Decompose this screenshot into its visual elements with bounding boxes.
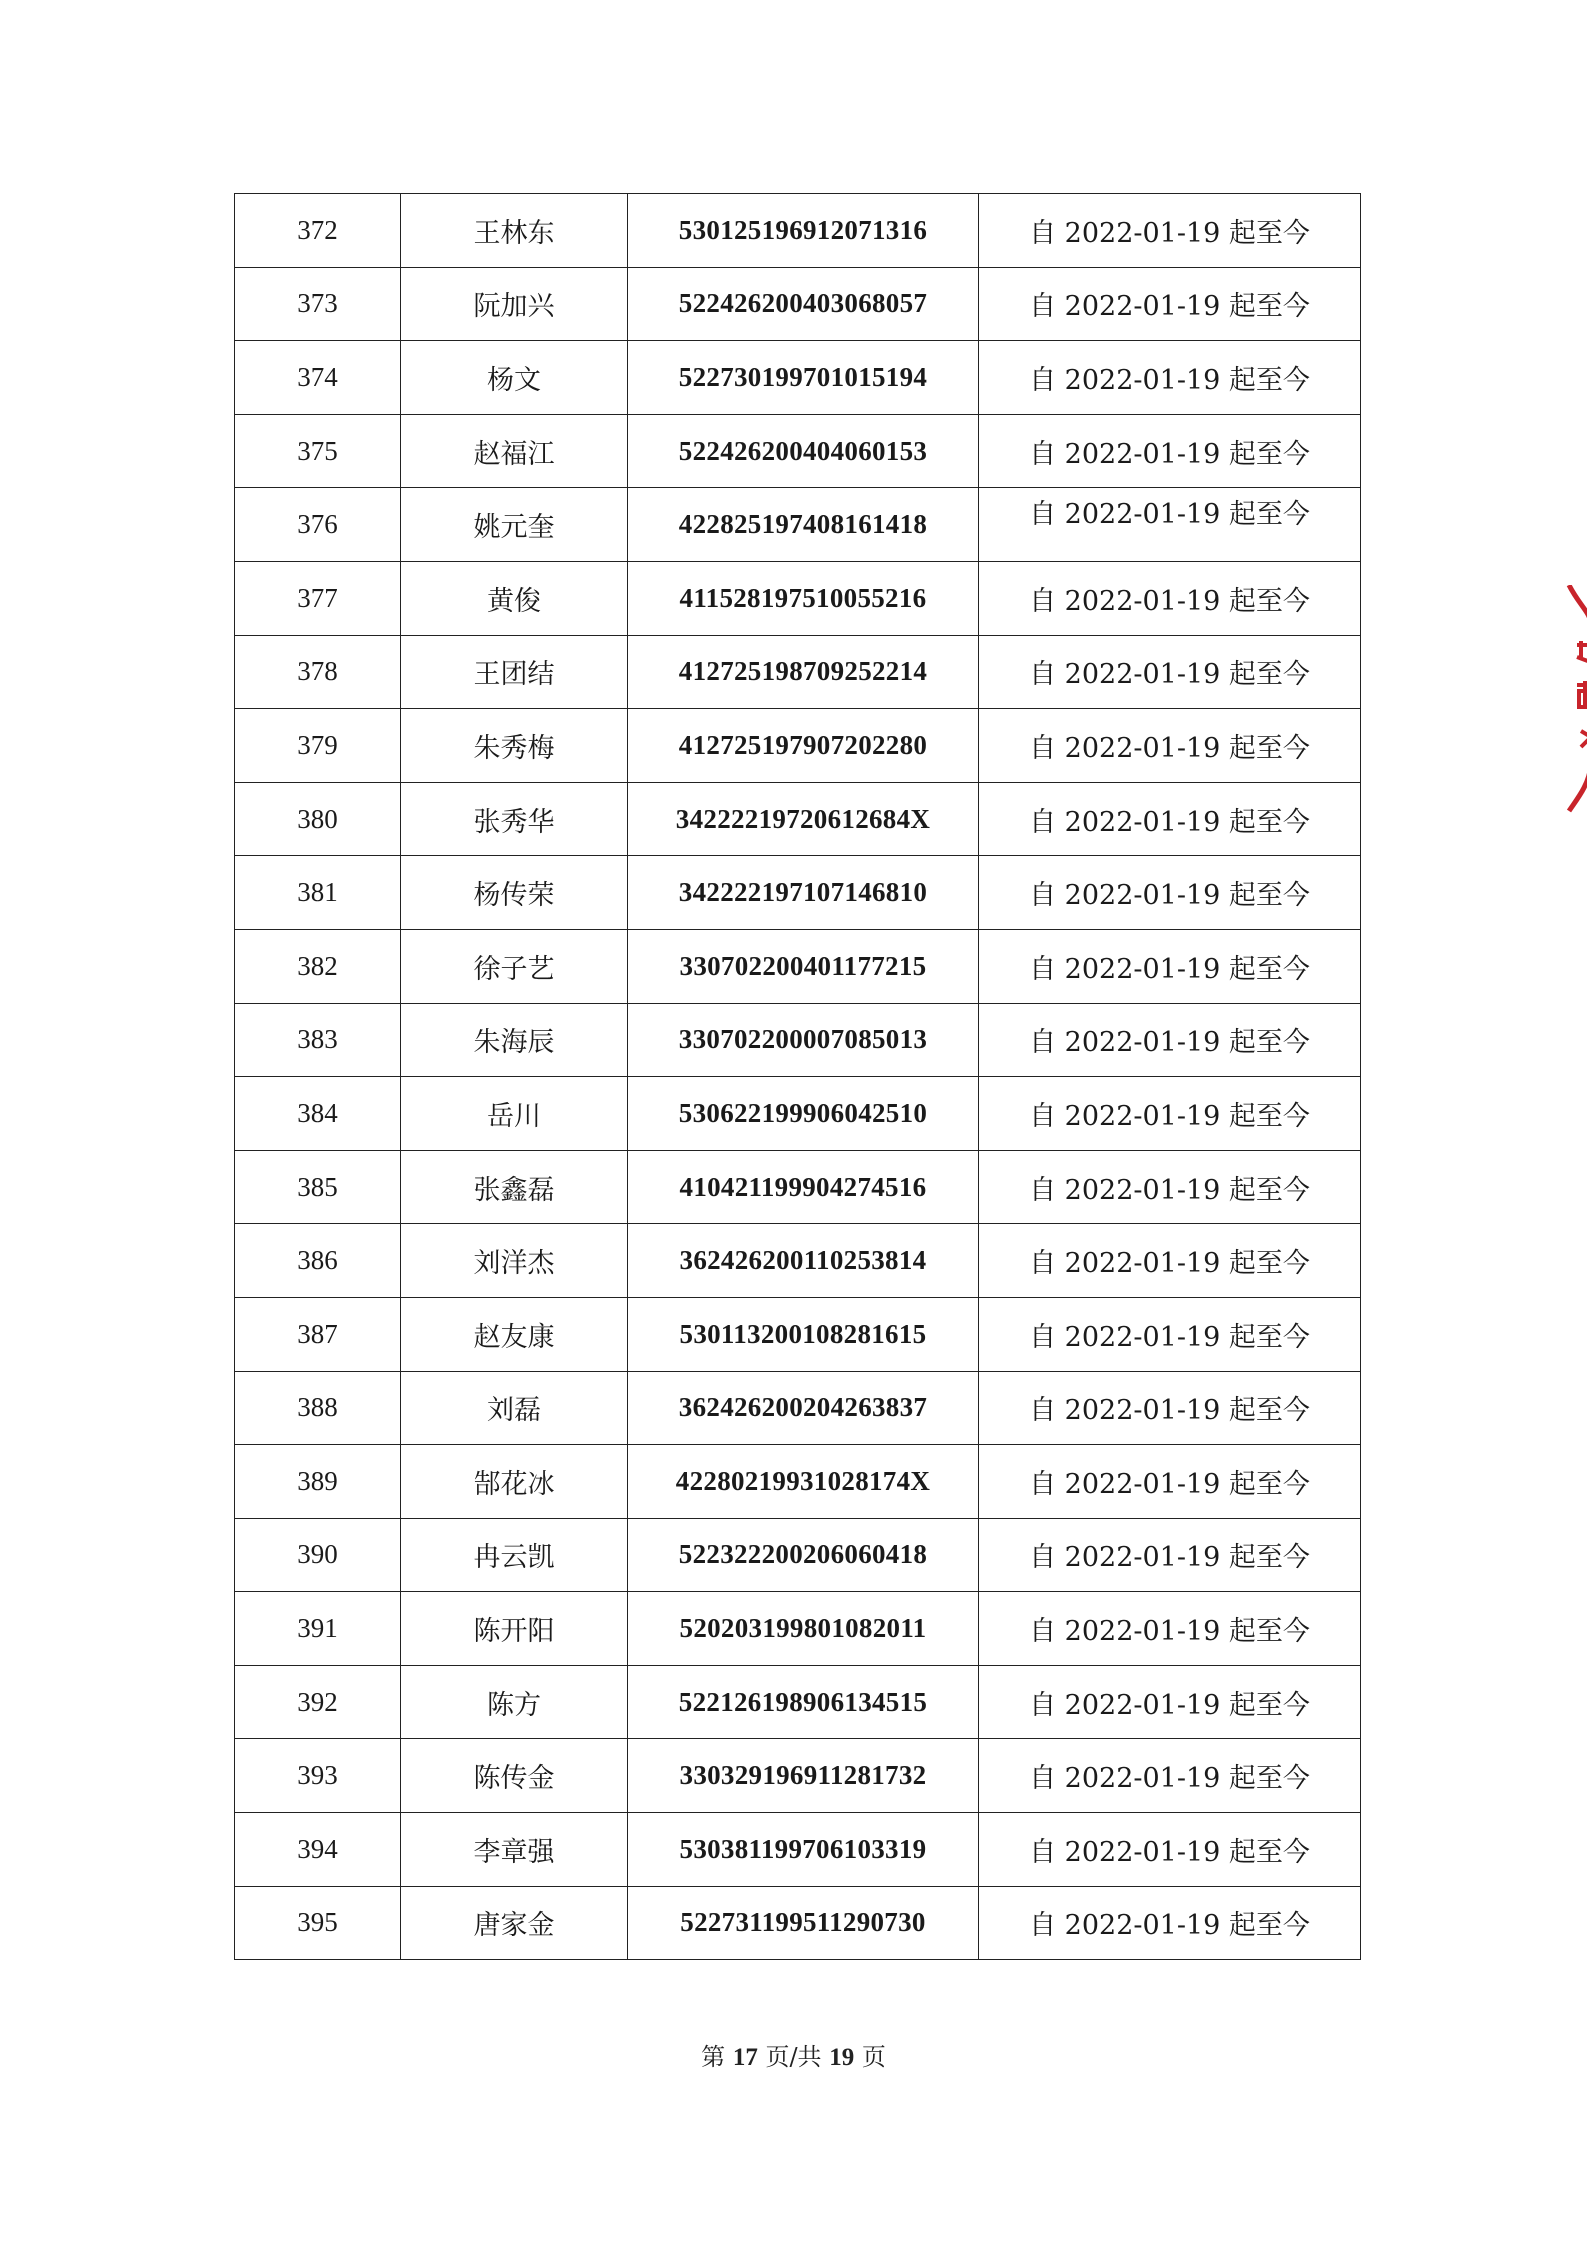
id-number: 410421199904274516 [628, 1150, 979, 1224]
row-number: 372 [235, 194, 401, 268]
row-number: 382 [235, 929, 401, 1003]
table-row [235, 1445, 1361, 1519]
id-number: 42280219931028174X [628, 1445, 979, 1519]
row-number: 394 [235, 1813, 401, 1887]
period-text: 自 2022-01-19 起至今 [979, 561, 1361, 635]
period-text: 自 2022-01-19 起至今 [979, 1592, 1361, 1666]
table-row [235, 194, 1361, 268]
table-row [235, 1665, 1361, 1739]
table-row [235, 561, 1361, 635]
person-name: 刘磊 [401, 1371, 628, 1445]
table-row [235, 635, 1361, 709]
period-text: 自 2022-01-19 起至今 [979, 194, 1361, 268]
person-name: 王林东 [401, 194, 628, 268]
table-row [235, 1518, 1361, 1592]
period-text: 自 2022-01-19 起至今 [979, 1665, 1361, 1739]
id-number: 330702200007085013 [628, 1003, 979, 1077]
person-name: 张鑫磊 [401, 1150, 628, 1224]
period-text: 自 2022-01-19 起至今 [979, 1150, 1361, 1224]
id-number: 411528197510055216 [628, 561, 979, 635]
period-text: 自 2022-01-19 起至今 [979, 1371, 1361, 1445]
id-number: 522426200404060153 [628, 414, 979, 488]
footer-middle: 页/共 [765, 2043, 822, 2071]
footer-prefix: 第 [701, 2043, 726, 2071]
row-number: 389 [235, 1445, 401, 1519]
row-number: 395 [235, 1886, 401, 1960]
id-number: 522731199511290730 [628, 1886, 979, 1960]
id-number: 530622199906042510 [628, 1077, 979, 1151]
table-row [235, 341, 1361, 415]
table-row [235, 488, 1361, 562]
seal-glyph-1 [1577, 641, 1587, 663]
row-number: 374 [235, 341, 401, 415]
person-name: 郜花冰 [401, 1445, 628, 1519]
person-name: 杨文 [401, 341, 628, 415]
person-name: 岳川 [401, 1077, 628, 1151]
id-number: 362426200110253814 [628, 1224, 979, 1298]
period-text: 自 2022-01-19 起至今 [979, 414, 1361, 488]
seal-glyph-3 [1581, 731, 1587, 747]
row-number: 385 [235, 1150, 401, 1224]
person-name: 刘洋杰 [401, 1224, 628, 1298]
row-number: 377 [235, 561, 401, 635]
id-number: 412725197907202280 [628, 709, 979, 783]
row-number: 391 [235, 1592, 401, 1666]
footer-suffix: 页 [861, 2043, 886, 2071]
period-text: 自 2022-01-19 起至今 [979, 1077, 1361, 1151]
id-number: 34222219720612684X [628, 782, 979, 856]
seal-arc-bottom [1569, 765, 1587, 811]
row-number: 392 [235, 1665, 401, 1739]
table-row [235, 929, 1361, 1003]
id-number: 342222197107146810 [628, 856, 979, 930]
period-text: 自 2022-01-19 起至今 [979, 1003, 1361, 1077]
row-number: 387 [235, 1297, 401, 1371]
row-number: 384 [235, 1077, 401, 1151]
period-text: 自 2022-01-19 起至今 [979, 1813, 1361, 1887]
period-text: 自 2022-01-19 起至今 [979, 929, 1361, 1003]
person-name: 陈方 [401, 1665, 628, 1739]
period-text: 自 2022-01-19 起至今 [979, 1297, 1361, 1371]
id-number: 522426200403068057 [628, 267, 979, 341]
person-name: 王团结 [401, 635, 628, 709]
period-text: 自 2022-01-19 起至今 [979, 488, 1361, 562]
period-text: 自 2022-01-19 起至今 [979, 1224, 1361, 1298]
table-row [235, 1077, 1361, 1151]
period-text: 自 2022-01-19 起至今 [979, 782, 1361, 856]
person-name: 朱海辰 [401, 1003, 628, 1077]
id-number: 530381199706103319 [628, 1813, 979, 1887]
person-name: 陈开阳 [401, 1592, 628, 1666]
person-name: 冉云凯 [401, 1518, 628, 1592]
id-number: 520203199801082011 [628, 1592, 979, 1666]
id-number: 330702200401177215 [628, 929, 979, 1003]
footer-total-pages: 19 [829, 2044, 855, 2071]
roster-table [234, 193, 1361, 1960]
footer-current-page: 17 [732, 2044, 758, 2071]
row-number: 380 [235, 782, 401, 856]
id-number: 522322200206060418 [628, 1518, 979, 1592]
row-number: 383 [235, 1003, 401, 1077]
table-row [235, 1592, 1361, 1666]
period-text: 自 2022-01-19 起至今 [979, 267, 1361, 341]
period-text: 自 2022-01-19 起至今 [979, 341, 1361, 415]
period-text: 自 2022-01-19 起至今 [979, 709, 1361, 783]
row-number: 379 [235, 709, 401, 783]
person-name: 姚元奎 [401, 488, 628, 562]
period-text: 自 2022-01-19 起至今 [979, 856, 1361, 930]
id-number: 530125196912071316 [628, 194, 979, 268]
table-row [235, 1371, 1361, 1445]
table-row [235, 267, 1361, 341]
person-name: 赵友康 [401, 1297, 628, 1371]
table-row [235, 1297, 1361, 1371]
table-row [235, 1739, 1361, 1813]
period-text: 自 2022-01-19 起至今 [979, 1739, 1361, 1813]
id-number: 362426200204263837 [628, 1371, 979, 1445]
person-name: 张秀华 [401, 782, 628, 856]
person-name: 朱秀梅 [401, 709, 628, 783]
row-number: 388 [235, 1371, 401, 1445]
id-number: 330329196911281732 [628, 1739, 979, 1813]
id-number: 522126198906134515 [628, 1665, 979, 1739]
seal-arc-top [1569, 585, 1587, 625]
period-text: 自 2022-01-19 起至今 [979, 1886, 1361, 1960]
period-text: 自 2022-01-19 起至今 [979, 1445, 1361, 1519]
table-row [235, 709, 1361, 783]
table-row [235, 1224, 1361, 1298]
table-row [235, 856, 1361, 930]
person-name: 阮加兴 [401, 267, 628, 341]
person-name: 唐家金 [401, 1886, 628, 1960]
person-name: 赵福江 [401, 414, 628, 488]
person-name: 徐子艺 [401, 929, 628, 1003]
id-number: 530113200108281615 [628, 1297, 979, 1371]
red-seal-stamp [1555, 585, 1587, 815]
row-number: 375 [235, 414, 401, 488]
person-name: 杨传荣 [401, 856, 628, 930]
row-number: 381 [235, 856, 401, 930]
seal-glyph-2 [1577, 681, 1587, 709]
row-number: 390 [235, 1518, 401, 1592]
row-number: 373 [235, 267, 401, 341]
table-row [235, 1003, 1361, 1077]
period-text: 自 2022-01-19 起至今 [979, 635, 1361, 709]
id-number: 422825197408161418 [628, 488, 979, 562]
row-number: 378 [235, 635, 401, 709]
table-row [235, 1886, 1361, 1960]
row-number: 393 [235, 1739, 401, 1813]
page-footer [0, 2037, 1587, 2072]
table-row [235, 782, 1361, 856]
id-number: 522730199701015194 [628, 341, 979, 415]
person-name: 陈传金 [401, 1739, 628, 1813]
table-row [235, 414, 1361, 488]
table-row [235, 1150, 1361, 1224]
id-number: 412725198709252214 [628, 635, 979, 709]
person-name: 李章强 [401, 1813, 628, 1887]
row-number: 386 [235, 1224, 401, 1298]
period-text: 自 2022-01-19 起至今 [979, 1518, 1361, 1592]
person-name: 黄俊 [401, 561, 628, 635]
roster-body [235, 194, 1361, 1960]
table-row [235, 1813, 1361, 1887]
row-number: 376 [235, 488, 401, 562]
